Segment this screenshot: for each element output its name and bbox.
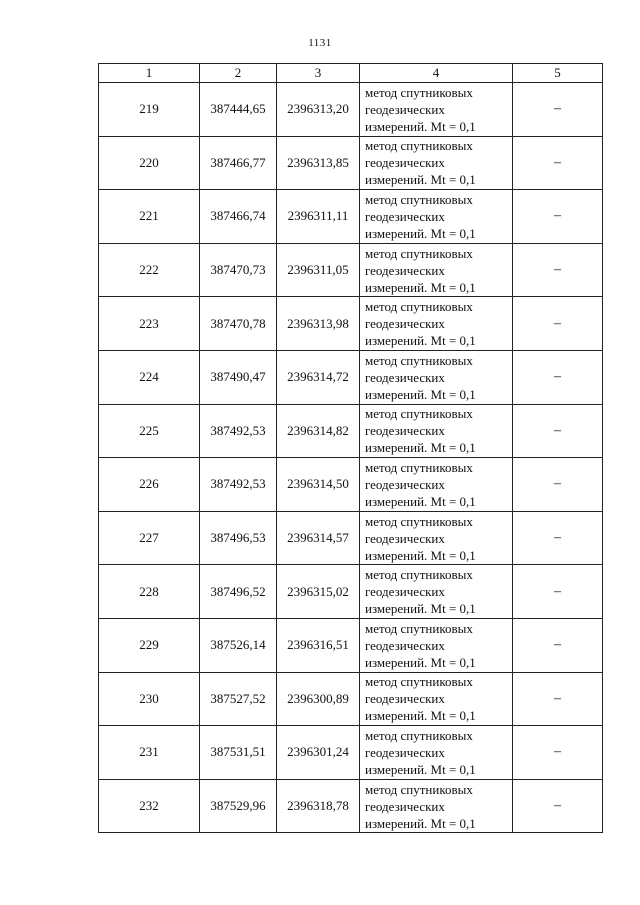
- y-coordinate-cell: 2396318,78: [277, 779, 360, 833]
- method-cell: [360, 297, 513, 351]
- y-coordinate-cell: 2396314,72: [277, 350, 360, 404]
- point-number-cell: 232: [99, 779, 200, 833]
- column-header-1: 1: [99, 64, 200, 83]
- method-text-line-2: геодезических: [365, 316, 445, 332]
- x-coordinate-cell: 387492,53: [200, 404, 277, 458]
- note-cell: –: [513, 297, 603, 351]
- table-row: [99, 297, 603, 351]
- point-number-cell: 231: [99, 726, 200, 780]
- table-row: [99, 350, 603, 404]
- x-coordinate-cell: 387527,52: [200, 672, 277, 726]
- point-number-cell: 219: [99, 83, 200, 137]
- method-text-line-3: измерений. Mt = 0,1: [365, 172, 476, 188]
- method-text-line-3: измерений. Mt = 0,1: [365, 225, 476, 241]
- method-cell: [360, 779, 513, 833]
- method-text-line-1: метод спутниковых: [365, 299, 473, 315]
- method-cell: [360, 243, 513, 297]
- method-text-line-1: метод спутниковых: [365, 352, 473, 368]
- method-cell: [360, 83, 513, 137]
- method-cell: [360, 511, 513, 565]
- method-text-line-3: измерений. Mt = 0,1: [365, 708, 476, 724]
- method-text-line-3: измерений. Mt = 0,1: [365, 333, 476, 349]
- column-header-2: 2: [200, 64, 277, 83]
- y-coordinate-cell: 2396314,57: [277, 511, 360, 565]
- method-text-line-1: метод спутниковых: [365, 674, 473, 690]
- table-row: [99, 243, 603, 297]
- table-row: [99, 404, 603, 458]
- method-cell: [360, 136, 513, 190]
- table-body: [99, 64, 603, 833]
- method-text-line-2: геодезических: [365, 584, 445, 600]
- coordinates-table: [98, 63, 603, 833]
- note-cell: –: [513, 511, 603, 565]
- table-row: [99, 726, 603, 780]
- method-text-line-3: измерений. Mt = 0,1: [365, 118, 476, 134]
- y-coordinate-cell: 2396301,24: [277, 726, 360, 780]
- method-text-line-2: геодезических: [365, 798, 445, 814]
- note-cell: –: [513, 243, 603, 297]
- x-coordinate-cell: 387490,47: [200, 350, 277, 404]
- method-text-line-1: метод спутниковых: [365, 406, 473, 422]
- note-cell: –: [513, 618, 603, 672]
- method-text-line-1: метод спутниковых: [365, 191, 473, 207]
- x-coordinate-cell: 387531,51: [200, 726, 277, 780]
- table-row: [99, 565, 603, 619]
- y-coordinate-cell: 2396313,20: [277, 83, 360, 137]
- method-text-line-1: метод спутниковых: [365, 513, 473, 529]
- x-coordinate-cell: 387496,52: [200, 565, 277, 619]
- y-coordinate-cell: 2396314,82: [277, 404, 360, 458]
- note-cell: –: [513, 83, 603, 137]
- note-cell: –: [513, 726, 603, 780]
- method-text-line-1: метод спутниковых: [365, 727, 473, 743]
- method-text-line-2: геодезических: [365, 744, 445, 760]
- method-cell: [360, 350, 513, 404]
- method-text-line-2: геодезических: [365, 530, 445, 546]
- method-text-line-1: метод спутниковых: [365, 459, 473, 475]
- y-coordinate-cell: 2396311,05: [277, 243, 360, 297]
- y-coordinate-cell: 2396313,98: [277, 297, 360, 351]
- note-cell: –: [513, 136, 603, 190]
- x-coordinate-cell: 387526,14: [200, 618, 277, 672]
- table-header-row: [99, 64, 603, 83]
- method-text-line-3: измерений. Mt = 0,1: [365, 815, 476, 831]
- note-cell: –: [513, 404, 603, 458]
- method-text-line-2: геодезических: [365, 423, 445, 439]
- method-text-line-1: метод спутниковых: [365, 138, 473, 154]
- point-number-cell: 227: [99, 511, 200, 565]
- point-number-cell: 228: [99, 565, 200, 619]
- x-coordinate-cell: 387466,74: [200, 190, 277, 244]
- point-number-cell: 226: [99, 458, 200, 512]
- method-text-line-2: геодезических: [365, 691, 445, 707]
- method-cell: [360, 190, 513, 244]
- method-text-line-2: геодезических: [365, 101, 445, 117]
- method-text-line-3: измерений. Mt = 0,1: [365, 654, 476, 670]
- table-row: [99, 511, 603, 565]
- x-coordinate-cell: 387496,53: [200, 511, 277, 565]
- method-text-line-2: геодезических: [365, 637, 445, 653]
- y-coordinate-cell: 2396315,02: [277, 565, 360, 619]
- y-coordinate-cell: 2396311,11: [277, 190, 360, 244]
- note-cell: –: [513, 350, 603, 404]
- method-text-line-2: геодезических: [365, 155, 445, 171]
- method-text-line-3: измерений. Mt = 0,1: [365, 761, 476, 777]
- table-row: [99, 190, 603, 244]
- y-coordinate-cell: 2396300,89: [277, 672, 360, 726]
- method-text-line-2: геодезических: [365, 262, 445, 278]
- table-row: [99, 618, 603, 672]
- x-coordinate-cell: 387444,65: [200, 83, 277, 137]
- table-row: [99, 672, 603, 726]
- table-row: [99, 458, 603, 512]
- x-coordinate-cell: 387466,77: [200, 136, 277, 190]
- method-text-line-3: измерений. Mt = 0,1: [365, 440, 476, 456]
- method-text-line-2: геодезических: [365, 208, 445, 224]
- table-row: [99, 83, 603, 137]
- method-cell: [360, 458, 513, 512]
- point-number-cell: 230: [99, 672, 200, 726]
- method-text-line-1: метод спутниковых: [365, 84, 473, 100]
- y-coordinate-cell: 2396316,51: [277, 618, 360, 672]
- column-header-3: 3: [277, 64, 360, 83]
- column-header-5: 5: [513, 64, 603, 83]
- x-coordinate-cell: 387492,53: [200, 458, 277, 512]
- method-text-line-1: метод спутниковых: [365, 567, 473, 583]
- point-number-cell: 224: [99, 350, 200, 404]
- point-number-cell: 221: [99, 190, 200, 244]
- x-coordinate-cell: 387470,73: [200, 243, 277, 297]
- method-cell: [360, 565, 513, 619]
- method-text-line-3: измерений. Mt = 0,1: [365, 547, 476, 563]
- method-text-line-3: измерений. Mt = 0,1: [365, 601, 476, 617]
- method-cell: [360, 726, 513, 780]
- table-row: [99, 136, 603, 190]
- note-cell: –: [513, 190, 603, 244]
- point-number-cell: 220: [99, 136, 200, 190]
- method-text-line-1: метод спутниковых: [365, 245, 473, 261]
- point-number-cell: 225: [99, 404, 200, 458]
- point-number-cell: 222: [99, 243, 200, 297]
- x-coordinate-cell: 387470,78: [200, 297, 277, 351]
- method-text-line-2: геодезических: [365, 369, 445, 385]
- method-cell: [360, 618, 513, 672]
- y-coordinate-cell: 2396314,50: [277, 458, 360, 512]
- method-cell: [360, 404, 513, 458]
- method-text-line-1: метод спутниковых: [365, 781, 473, 797]
- note-cell: –: [513, 565, 603, 619]
- note-cell: –: [513, 672, 603, 726]
- method-text-line-3: измерений. Mt = 0,1: [365, 279, 476, 295]
- note-cell: –: [513, 779, 603, 833]
- page-number: 1131: [308, 37, 332, 49]
- method-cell: [360, 672, 513, 726]
- method-text-line-3: измерений. Mt = 0,1: [365, 386, 476, 402]
- point-number-cell: 223: [99, 297, 200, 351]
- y-coordinate-cell: 2396313,85: [277, 136, 360, 190]
- x-coordinate-cell: 387529,96: [200, 779, 277, 833]
- column-header-4: 4: [360, 64, 513, 83]
- table-row: [99, 779, 603, 833]
- method-text-line-1: метод спутниковых: [365, 620, 473, 636]
- method-text-line-2: геодезических: [365, 476, 445, 492]
- method-text-line-3: измерений. Mt = 0,1: [365, 493, 476, 509]
- point-number-cell: 229: [99, 618, 200, 672]
- note-cell: –: [513, 458, 603, 512]
